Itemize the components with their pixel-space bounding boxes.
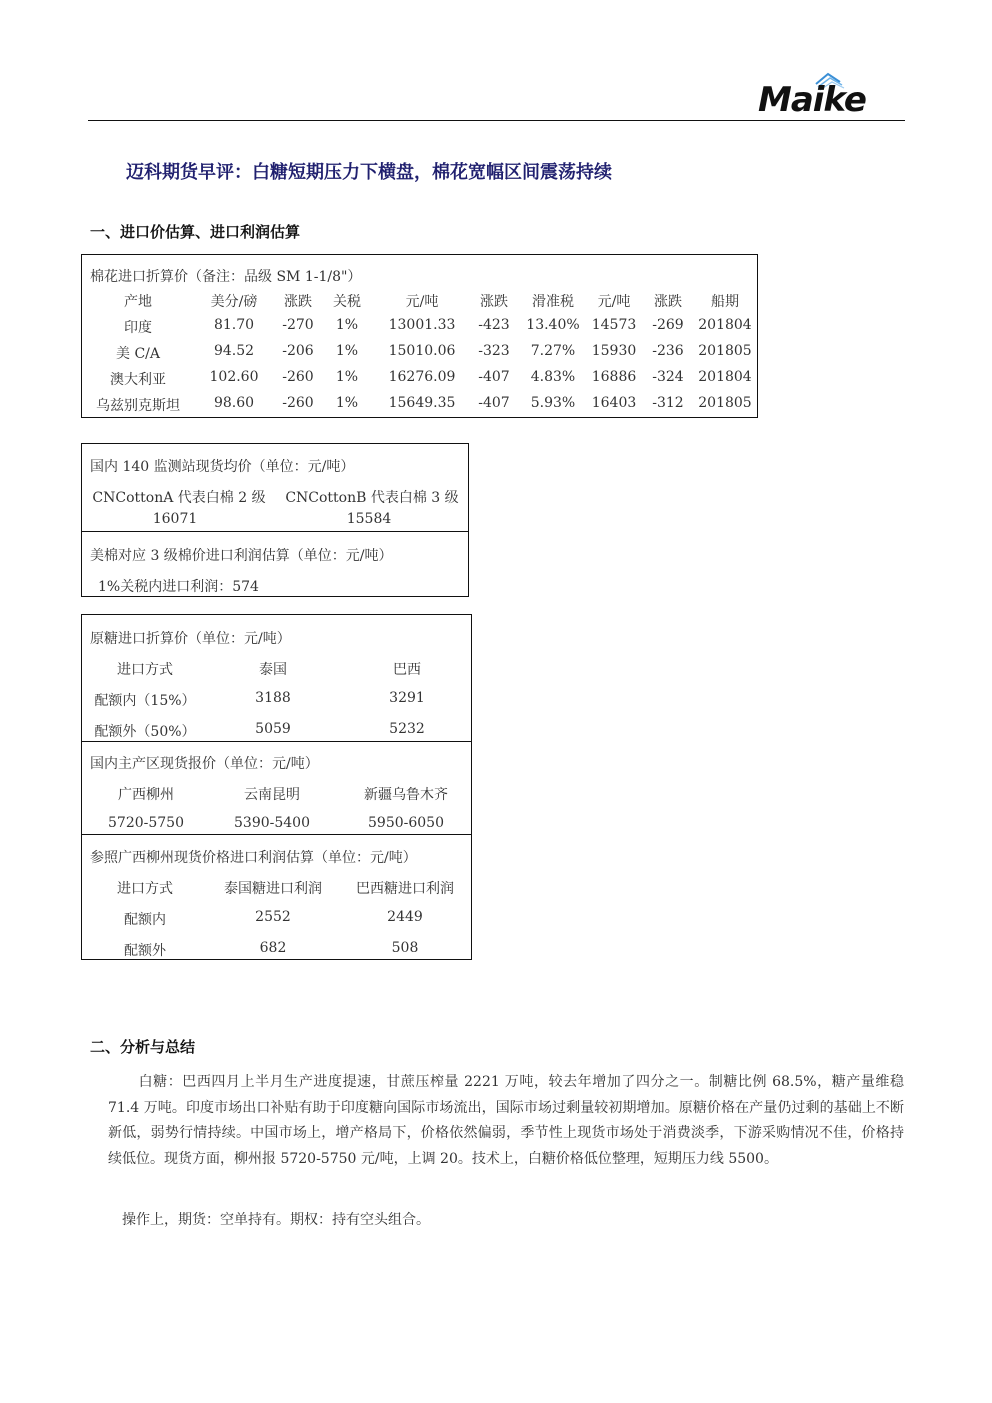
domestic-cotton-table <box>81 443 469 597</box>
row-change: -323 <box>478 343 510 359</box>
row-sliding-tax: 13.40% <box>526 317 580 333</box>
domestic-cotton-caption: 国内 140 监测站现货均价（单位：元/吨） <box>90 459 355 475</box>
row-change: -236 <box>652 343 684 359</box>
row-method: 配额外 <box>124 943 166 959</box>
sugar-spot-caption: 国内主产区现货报价（单位：元/吨） <box>90 756 319 772</box>
maike-logo-graphic <box>756 70 896 120</box>
row-change: -324 <box>652 369 684 385</box>
row-yuan-per-ton: 16886 <box>591 369 637 385</box>
row-change: -260 <box>282 369 314 385</box>
spot-liuzhou: 5720-5750 <box>108 815 184 831</box>
col-header: 进口方式 <box>117 881 173 897</box>
row-shipment: 201805 <box>698 395 752 411</box>
col-header: 泰国糖进口利润 <box>224 881 322 897</box>
analysis-text: 白糖：巴西四月上半月生产进度提速，甘蔗压榨量 2221 万吨，较去年增加了四分之一。制糖比例 68.5%，糖产量维稳 71.4 万吨。印度市场出口补贴有助于印度糖向国际市场流出，国际市场过剩量较初期增加。原糖价格在产量仍过剩的基础上不断新低，弱势行情持续。中国市场上，增产格局下，价格依然偏弱，季节性上现货市场处于消费淡季，下游采购情况不佳，价格持续低位。现货方面，柳州报 5720-5750 元/吨，上调 20。技术上，白糖价格低位整理，短期压力线 5500。 <box>108 1074 904 1167</box>
row-origin: 澳大利亚 <box>110 372 166 388</box>
row-tariff: 1% <box>335 369 359 385</box>
operation-paragraph: 操作上，期货：空单持有。期权：持有空头组合。 <box>122 1212 430 1228</box>
row-sliding-tax: 4.83% <box>530 369 576 385</box>
row-thailand-profit: 682 <box>259 940 287 956</box>
col-header: 巴西 <box>393 662 421 678</box>
row-yuan-per-ton: 15930 <box>591 343 637 359</box>
row-yuan-per-ton: 15010.06 <box>388 343 456 359</box>
row-change: -423 <box>478 317 510 333</box>
col-header: 船期 <box>711 294 739 310</box>
row-sliding-tax: 5.93% <box>530 395 576 411</box>
row-origin: 乌兹别克斯坦 <box>96 398 180 414</box>
row-yuan-per-ton: 13001.33 <box>388 317 456 333</box>
col-header: 关税 <box>333 294 361 310</box>
col-header: 新疆乌鲁木齐 <box>364 787 448 803</box>
analysis-paragraph <box>108 1070 904 1172</box>
col-header: 云南昆明 <box>244 787 300 803</box>
row-brazil-profit: 508 <box>391 940 419 956</box>
row-yuan-per-ton: 14573 <box>591 317 637 333</box>
profit-line: 1%关税内进口利润：574 <box>98 579 259 595</box>
row-change: -269 <box>652 317 684 333</box>
document-title: 迈科期货早评：白糖短期压力下横盘，棉花宽幅区间震荡持续 <box>126 162 612 183</box>
divider <box>82 834 471 835</box>
row-method: 配额外（50%） <box>94 724 196 740</box>
row-shipment: 201805 <box>698 343 752 359</box>
row-change: -270 <box>282 317 314 333</box>
row-shipment: 201804 <box>698 369 752 385</box>
divider <box>82 741 471 742</box>
logo-text: Maike <box>758 80 866 120</box>
row-change: -407 <box>478 369 510 385</box>
col-header: 涨跌 <box>284 294 312 310</box>
row-yuan-per-ton: 15649.35 <box>388 395 456 411</box>
col-header: 广西柳州 <box>118 787 174 803</box>
row-thailand: 5059 <box>255 721 291 737</box>
col-header: 产地 <box>124 294 152 310</box>
row-tariff: 1% <box>335 343 359 359</box>
col-header: 泰国 <box>259 662 287 678</box>
row-thailand: 3188 <box>255 690 291 706</box>
row-yuan-per-ton: 16403 <box>591 395 637 411</box>
row-shipment: 201804 <box>698 317 752 333</box>
col-header: 滑准税 <box>532 294 574 310</box>
row-method: 配额内 <box>124 912 166 928</box>
cncottonb-label: CNCottonB 代表白棉 3 级 <box>285 490 459 506</box>
cncottona-value: 16071 <box>152 511 198 527</box>
row-cents-per-lb: 102.60 <box>209 369 259 385</box>
spot-kunming: 5390-5400 <box>234 815 310 831</box>
row-change: -407 <box>478 395 510 411</box>
row-change: -260 <box>282 395 314 411</box>
sugar-import-caption: 原糖进口折算价（单位：元/吨） <box>90 631 291 647</box>
row-tariff: 1% <box>335 317 359 333</box>
divider <box>82 531 468 532</box>
cncottona-label: CNCottonA 代表白棉 2 级 <box>92 490 266 506</box>
row-origin: 印度 <box>124 320 152 336</box>
header-rule <box>88 120 905 121</box>
col-header: 美分/磅 <box>210 294 258 310</box>
col-header: 元/吨 <box>405 294 439 310</box>
sugar-profit-caption: 参照广西柳州现货价格进口利润估算（单位：元/吨） <box>90 850 417 866</box>
section-heading-import: 一、进口价估算、进口利润估算 <box>90 223 301 241</box>
col-header: 进口方式 <box>117 662 173 678</box>
row-cents-per-lb: 81.70 <box>213 317 255 333</box>
maike-logo <box>756 70 896 120</box>
row-cents-per-lb: 94.52 <box>213 343 255 359</box>
row-brazil: 5232 <box>389 721 425 737</box>
profit-caption: 美棉对应 3 级棉价进口利润估算（单位：元/吨） <box>90 548 393 564</box>
row-cents-per-lb: 98.60 <box>213 395 255 411</box>
cotton-import-table <box>81 254 758 418</box>
sugar-tables <box>81 614 472 960</box>
spot-urumqi: 5950-6050 <box>368 815 444 831</box>
cncottonb-value: 15584 <box>346 511 392 527</box>
row-change: -206 <box>282 343 314 359</box>
row-origin: 美 C/A <box>116 346 160 362</box>
row-method: 配额内（15%） <box>94 693 196 709</box>
row-change: -312 <box>652 395 684 411</box>
section-heading-analysis: 二、分析与总结 <box>90 1038 196 1056</box>
cotton-import-caption: 棉花进口折算价（备注：品级 SM 1-1/8"） <box>90 269 362 285</box>
col-header: 元/吨 <box>597 294 631 310</box>
row-sliding-tax: 7.27% <box>530 343 576 359</box>
row-brazil-profit: 2449 <box>387 909 423 925</box>
col-header: 巴西糖进口利润 <box>356 881 454 897</box>
col-header: 涨跌 <box>654 294 682 310</box>
row-yuan-per-ton: 16276.09 <box>388 369 456 385</box>
row-thailand-profit: 2552 <box>255 909 291 925</box>
row-tariff: 1% <box>335 395 359 411</box>
row-brazil: 3291 <box>389 690 425 706</box>
col-header: 涨跌 <box>480 294 508 310</box>
